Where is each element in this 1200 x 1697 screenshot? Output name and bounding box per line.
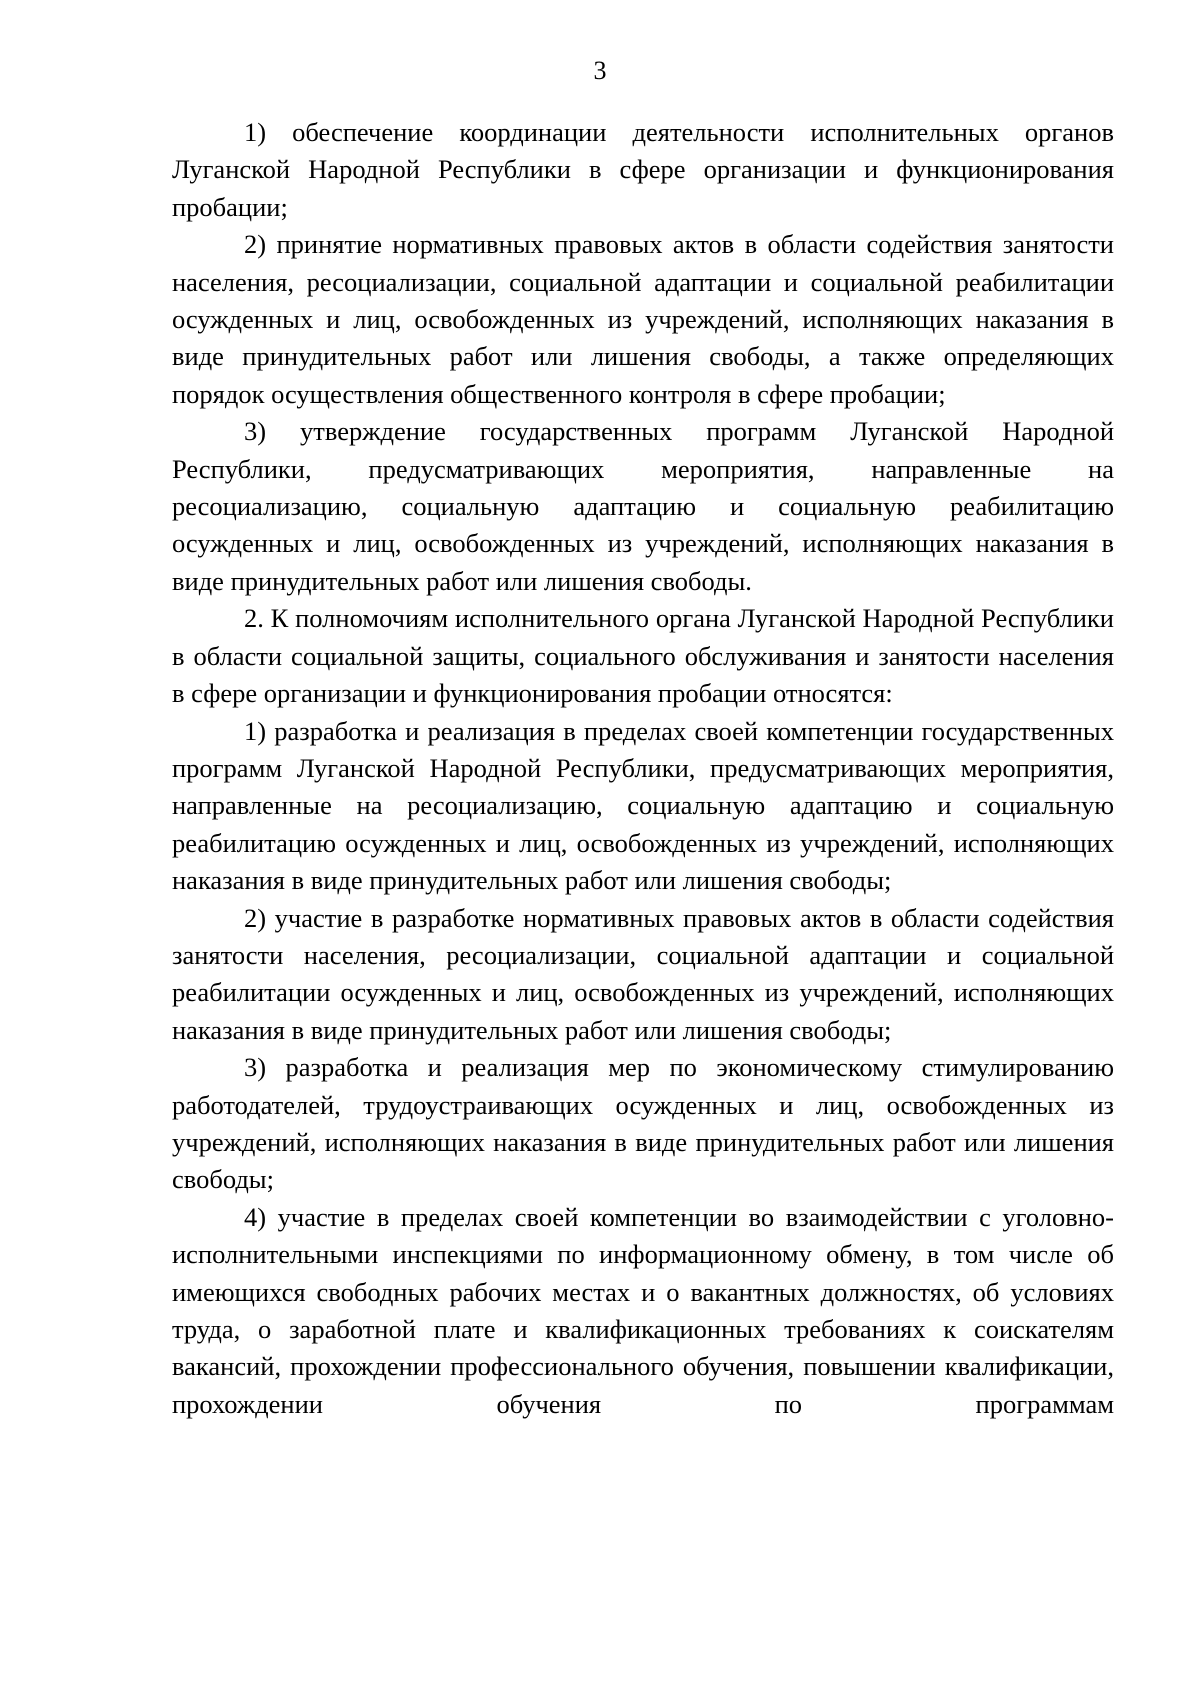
paragraph-clause-2-2: 2) участие в разработке нормативных правовых актов в области содействия занятости населения, ресоциализации, социальной адаптации и социальной реабилитации осужденных и лиц, освобожденных из учреждений, исполняющих наказания в виде принудительных работ или лишения свободы; bbox=[172, 902, 1114, 1045]
paragraph-clause-1-2: 2) принятие нормативных правовых актов в области содействия занятости населения, ресоциализации, социальной адаптации и социальной реабилитации осужденных и лиц, освобожденных из учреждений, исполняющих наказания в виде принудительных работ или лишения свободы, а также определяющих порядок осуществления общественного контроля в сфере пробации; bbox=[172, 229, 1114, 409]
paragraph-section-2: 2. К полномочиям исполнительного органа Луганской Народной Республики в области социальной защиты, социального обслуживания и занятости населения в сфере организации и функционирования пробации относятся: bbox=[172, 603, 1114, 709]
paragraph-clause-2-1: 1) разработка и реализация в пределах своей компетенции государственных программ Луганской Народной Республики, предусматривающих мероприятия, направленные на ресоциализацию, социальную адаптацию и социальную реабилитацию осужденных и лиц, освобожденных из учреждений, исполняющих наказания в виде принудительных работ или лишения свободы; bbox=[172, 715, 1114, 896]
paragraph-clause-1-1: 1) обеспечение координации деятельности исполнительных органов Луганской Народной Республики в сфере организации и функционирования пробации; bbox=[172, 117, 1114, 222]
page-number: 3 bbox=[593, 56, 607, 85]
paragraph-clause-2-4: 4) участие в пределах своей компетенции во взаимодействии с уголовно-исполнительными инспекциями по информационному обмену, в том числе об имеющихся свободных рабочих местах и о вакантных должностях, об условиях труда, о заработной плате и квалификационных требованиях к соискателям вакансий, прохождении профессионального обучения, повышении квалификации, прохождении обучения по программам bbox=[172, 1201, 1114, 1419]
document-body bbox=[172, 114, 1114, 1423]
paragraph-clause-1-3: 3) утверждение государственных программ Луганской Народной Республики, предусматривающих мероприятия, направленные на ресоциализацию, социальную адаптацию и социальную реабилитацию осужденных и лиц, освобожденных из учреждений, исполняющих наказания в виде принудительных работ или лишения свободы. bbox=[172, 416, 1114, 596]
paragraph-clause-2-3: 3) разработка и реализация мер по экономическому стимулированию работодателей, трудоустраивающих осужденных и лиц, освобожденных из учреждений, исполняющих наказания в виде принудительных работ или лишения свободы; bbox=[172, 1052, 1114, 1195]
